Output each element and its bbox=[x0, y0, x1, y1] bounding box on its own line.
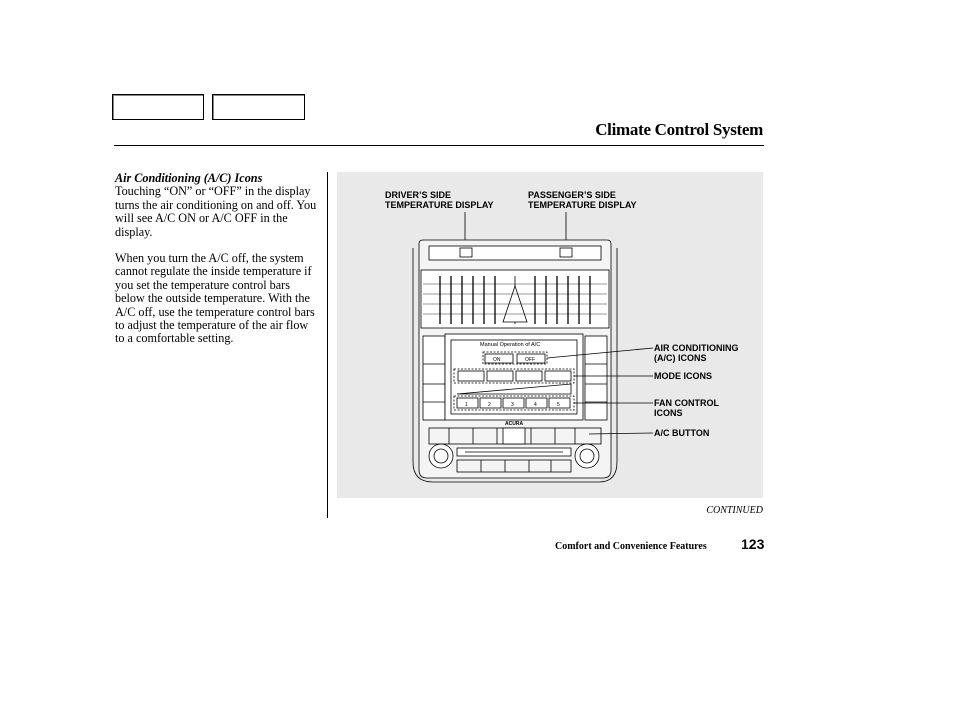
header-rule bbox=[114, 145, 764, 146]
fan-level-1: 1 bbox=[465, 402, 468, 408]
page-title: Climate Control System bbox=[595, 120, 763, 139]
paragraph-1: Touching “ON” or “OFF” in the display turns the air conditioning on and off. You will see A/C ON or A/C OFF in the display. bbox=[115, 184, 317, 239]
screen-on-label: ON bbox=[493, 357, 501, 363]
climate-control-figure bbox=[337, 172, 763, 498]
body-text bbox=[115, 172, 318, 359]
callout-passenger-temp: PASSENGER’S SIDE TEMPERATURE DISPLAY bbox=[528, 190, 637, 210]
subheading: Air Conditioning (A/C) Icons bbox=[115, 171, 263, 185]
nav-tab-2[interactable] bbox=[212, 94, 305, 120]
fan-level-5: 5 bbox=[557, 402, 560, 408]
callout-fan-icons: FAN CONTROL ICONS bbox=[654, 398, 719, 418]
screen-off-label: OFF bbox=[525, 357, 535, 363]
fan-level-4: 4 bbox=[534, 402, 537, 408]
page-number: 123 bbox=[741, 536, 765, 552]
paragraph-2: When you turn the A/C off, the system cannot regulate the inside temperature if you set the temperature control bars below the outside temperature. With the A/C off, use the temperature control bars to adjust the temperature of the air flow to a comfortable setting. bbox=[115, 251, 315, 346]
fan-level-2: 2 bbox=[488, 402, 491, 408]
callout-mode-icons: MODE ICONS bbox=[654, 371, 713, 381]
callout-ac-button: A/C BUTTON bbox=[654, 428, 710, 438]
footer-section: Comfort and Convenience Features bbox=[555, 541, 707, 552]
fan-level-3: 3 bbox=[511, 402, 514, 408]
nav-tab-1[interactable] bbox=[112, 94, 204, 120]
control-panel-drawing bbox=[337, 172, 763, 498]
screen-heading: Manual Operation of A/C bbox=[480, 342, 541, 348]
brand-logo: ACURA bbox=[505, 421, 524, 427]
callout-driver-temp: DRIVER’S SIDE TEMPERATURE DISPLAY bbox=[385, 190, 494, 210]
column-divider bbox=[327, 172, 328, 518]
continued-label: CONTINUED bbox=[706, 505, 763, 516]
callout-ac-icons: AIR CONDITIONING (A/C) ICONS bbox=[654, 343, 739, 363]
